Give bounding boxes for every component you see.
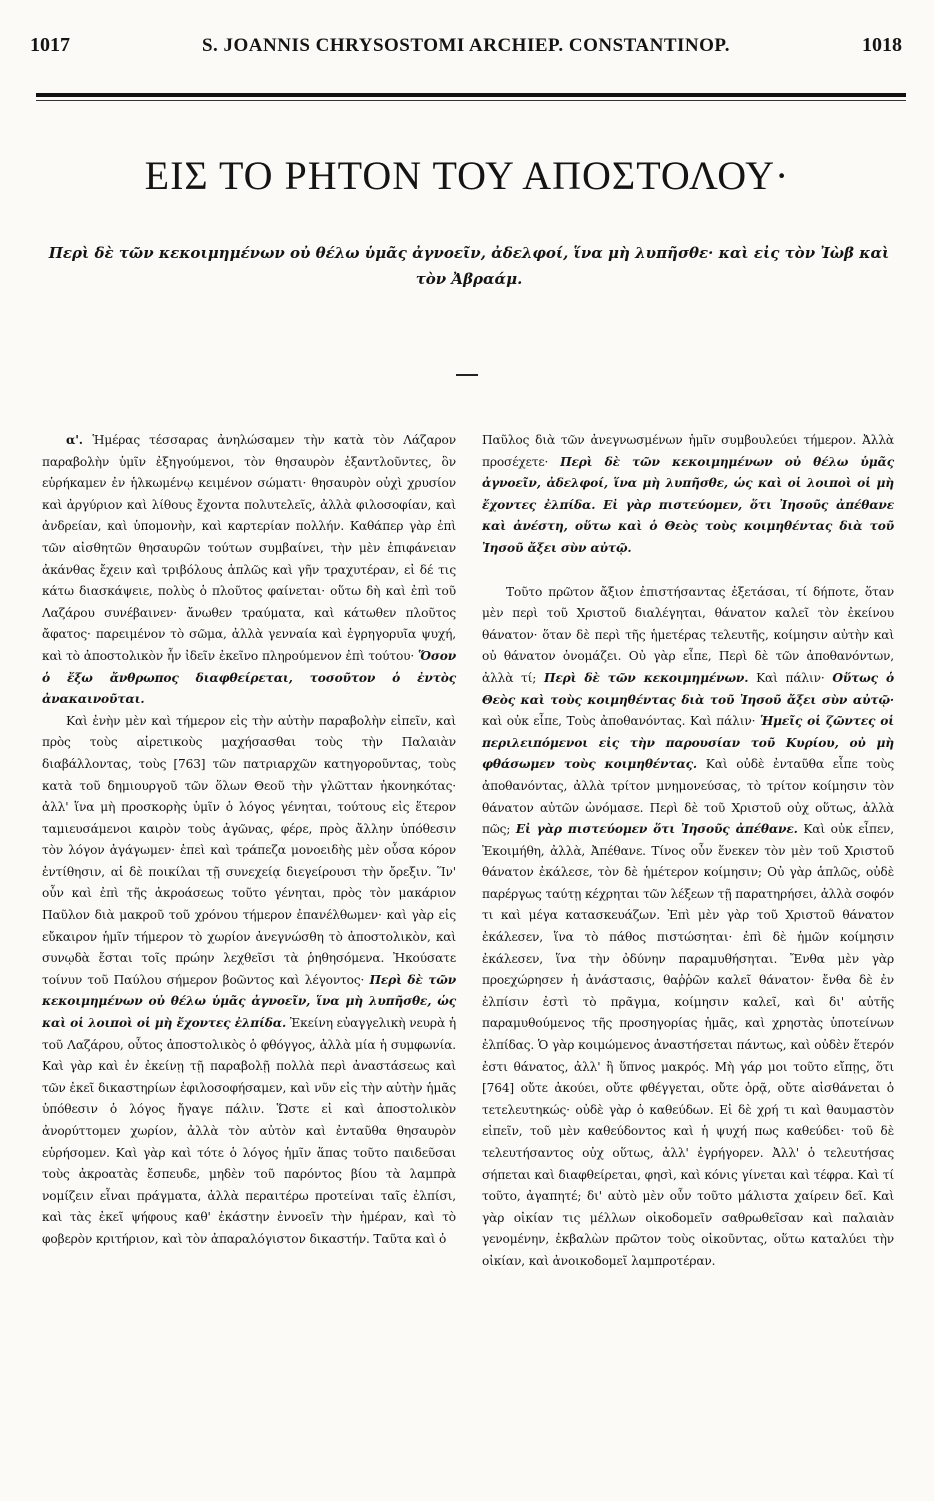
scripture-quote: Ἡμεῖς οἱ ζῶντες οἱ περιλειπόμενοι εἰς τὴν παρουσίαν τοῦ Κυρίου, οὐ μὴ φθάσωμεν τοὺς κοιμηθέντας. [482, 714, 895, 772]
scripture-quote: Περὶ δὲ τῶν κεκοιμημένων οὐ θέλω ὑμᾶς ἀγνοεῖν, ἵνα μὴ λυπῆσθε, ὡς καὶ οἱ λοιποὶ οἱ μὴ ἔχοντες ἐλπίδα. [42, 972, 457, 1031]
header-rule-thin [36, 100, 906, 101]
paragraph-text: Παῦλος διὰ τῶν ἀνεγνωσμένων ἡμῖν συμβουλεύει τήμερον. Ἀλλὰ προσέχετε· [482, 433, 894, 469]
page-title: ΕΙΣ ΤΟ ΡΗΤΟΝ ΤΟΥ ΑΠΟΣΤΟΛΟΥ· [144, 153, 790, 198]
header-rule-thick [36, 93, 906, 97]
paragraph-gap [482, 560, 894, 582]
paragraph-text: Καὶ οὐδὲ ἐνταῦθα εἶπε τοὺς ἀποθανόντας, ἀλλὰ τρίτον μνημονεύσας, τὸ τρίτον κοίμησιν τὸν θάνατον αὐτῶν ὠνόμασε. Περὶ δὲ τοῦ Χριστοῦ οὐχ οὕτως, ἀλλὰ πῶς; [482, 757, 895, 837]
paragraph [482, 582, 894, 1273]
paragraph-text: Ἐκείνη εὐαγγελικὴ νευρὰ ἡ τοῦ Λαζάρου, οὗτος ἀποστολικὸς ὁ φθόγγος, ἀλλὰ μία ἡ συμφωνία. Καὶ γὰρ καὶ ἐν ἐκείνῃ τῇ παραβολῇ πολλὰ περὶ ἀναστάσεως καὶ τῶν ἐκεῖ δικαστηρίων ἐφιλοσοφήσαμεν, καὶ νῦν εἰς τὴν αὐτὴν ἡμᾶς ὑπόθεσιν ὁ λόγος ἤγαγε πάλιν. Ὥστε εἰ καὶ ἀποστολικὸν ἀνορύττομεν χωρίον, ἀλλὰ τὸν αὐτὸν καὶ ἐνταῦθα θησαυρὸν εὑρήσομεν. Καὶ γὰρ καὶ τότε ὁ λόγος ἡμῖν ἅπας τοῦτο παιδεῦσαι τοὺς ἀκροατὰς ἔσπευδε, μηδὲν τοῦ παρόντος βίου τὰ λαμπρὰ νομίζειν εἶναι πράγματα, ἀλλὰ περαιτέρω προτείναι ταῖς ἐλπίσι, καὶ τὰς ἐκεῖ ψήφους καθ' ἑκάστην ἐννοεῖν τὴν ἡμέραν, καὶ τὸ φοβερὸν κριτήριον, καὶ τὸν ἀπαραλόγιστον δικαστήν. Ταῦτα καὶ ὁ [42, 1016, 456, 1246]
paragraph-text: Τοῦτο πρῶτον ἄξιον ἐπιστήσαντας ἐξετάσαι, τί δήποτε, ὅταν μὲν περὶ τοῦ Χριστοῦ διαλέγηται, θάνατον καλεῖ τὸν ἐκείνου θάνατον· ὅταν δὲ περὶ τῆς ἡμετέρας τελευτῆς, κοίμησιν αὐτὴν καὶ οὐ θάνατον ὀνομάζει. Οὐ γὰρ εἶπε, Περὶ δὲ τῶν ἀποθανόντων, ἀλλὰ τί; [482, 584, 894, 685]
paragraph-text: Καὶ οὐκ εἶπεν, Ἐκοιμήθη, ἀλλὰ, Ἀπέθανε. Τίνος οὖν ἕνεκεν τὸν μὲν τοῦ Χριστοῦ θάνατον ἐκάλεσε, τὸν δὲ ἡμέτερον κοίμησιν; Οὐ γὰρ ἁπλῶς, οὐδὲ παρέργως ταύτῃ κέχρηται τῶν λέξεων τῇ παρατηρήσει, ἀλλὰ σοφόν τι καὶ μέγα κατασκευάζων. Ἐπὶ μὲν γὰρ τοῦ Χριστοῦ θάνατον ἐκάλεσεν, ἵνα τὸ πάθος πιστώσηται· ἐπὶ δὲ ἡμῶν κοίμησιν ἐκάλεσεν, ἵνα τὴν ὀδύνην παραμυθήσηται. Ἔνθα μὲν γὰρ προεχώρησεν ἡ ἀνάστασις, θαῤῥῶν καλεῖ θάνατον· ἔνθα δὲ ἐν ἐλπίσιν ἐστὶ τὸ πρᾶγμα, κοίμησιν καλεῖ, καὶ δι' αὐτῆς παραμυθούμενος τῆς προσηγορίας ἡμᾶς, καὶ χρηστὰς ὑποτείνων ἐλπίδας. Ὁ γὰρ κοιμώμενος ἀναστήσεται πάντως, καὶ οὐδὲν ἕτερόν ἐστι θάνατος, ἀλλ' ἢ ὕπνος μακρός. Μὴ γάρ μοι τοῦτο εἴπῃς, ὅτι [764] οὔτε ἀκούει, οὔτε φθέγγεται, οὔτε ὁρᾷ, οὔτε αἰσθάνεται ὁ τετελευτηκώς· οὐδὲ γὰρ ὁ καθεύδων. Εἰ δὲ χρή τι καὶ θαυμαστὸν εἰπεῖν, τοῦ μὲν καθεύδοντος καὶ ἡ ψυχή πως καθεύδει· τοῦ δὲ τελευτήσαντος οὐχ οὕτως, ἀλλ' ἐγρήγορεν. Ἀλλ' ὁ τελευτήσας σήπεται καὶ διαφθείρεται, φησὶ, καὶ κόνις γίνεται καὶ τέφρα. Καὶ τί τοῦτο, ἀγαπητέ; δι' αὐτὸ μὲν οὖν τοῦτο μάλιστα χαίρειν δεῖ. Καὶ γὰρ οἰκίαν τις μέλλων οἰκοδομεῖν σαθρωθεῖσαν καὶ παλαιὰν γενομένην, ἐκβαλὼν πρῶτον τοὺς οἰκοῦντας, οὕτω καταλύει τὴν οἰκίαν, καὶ ἀνοικοδομεῖ λαμπροτέραν. [482, 822, 894, 1268]
section-divider [456, 374, 478, 376]
right-column [482, 430, 894, 1273]
paragraph [42, 430, 456, 711]
scripture-quote: Περὶ δὲ τῶν κεκοιμημένων οὐ θέλω ὑμᾶς ἀγνοεῖν, ἀδελφοί, ἵνα μὴ λυπῆσθε, ὡς καὶ οἱ λοιποὶ οἱ μὴ ἔχοντες ἐλπίδα. Εἰ γὰρ πιστεύομεν, ὅτι Ἰησοῦς ἀπέθανε καὶ ἀνέστη, οὕτω καὶ ὁ Θεὸς τοὺς κοιμηθέντας διὰ τοῦ Ἰησοῦ ἄξει σὺν αὐτῷ. [482, 454, 895, 555]
paragraph-text: καὶ οὐκ εἶπε, Τοὺς ἀποθανόντας. Καὶ πάλιν· [482, 714, 760, 729]
scripture-quote: Περὶ δὲ τῶν κεκοιμημένων. [543, 670, 749, 685]
subtitle: Περὶ δὲ τῶν κεκοιμημένων οὐ θέλω ὑμᾶς ἀγνοεῖν, ἀδελφοί, ἵνα μὴ λυπῆσθε· καὶ εἰς τὸν Ἰὼβ καὶ τὸν Ἀβραάμ. [48, 244, 890, 288]
left-column [42, 430, 456, 1251]
running-title: S. JOANNIS CHRYSOSTOMI ARCHIEP. CONSTANTINOP. [201, 35, 731, 56]
scripture-quote: Οὕτως ὁ Θεὸς καὶ τοὺς κοιμηθέντας διὰ τοῦ Ἰησοῦ ἄξει σὺν αὐτῷ· [482, 670, 895, 707]
paragraph-text: Καὶ πάλιν· [748, 670, 833, 685]
section-number: α'. [66, 433, 93, 447]
paragraph-text: Καὶ ἐνὴν μὲν καὶ τήμερον εἰς τὴν αὐτὴν παραβολὴν εἰπεῖν, καὶ πρὸς τοὺς αἱρετικοὺς μαχήσασθαι τοὺς τὴν Παλαιὰν διαβάλλοντας, τοὺς [763] τῶν πατριαρχῶν κατηγοροῦντας, τοὺς κατὰ τοῦ δημιουργοῦ τῶν ὅλων Θεοῦ τὴν γλῶτταν ἠκονηκότας· ἀλλ' ἵνα μὴ προσκορὴς ὑμῖν ὁ λόγος γένηται, τούτους εἰς ἕτερον ταμιευσάμενοι καιρὸν τοὺς ἀγῶνας, φέρε, πρὸς ἄλλην ὑπόθεσιν τὸν λόγον ἀγάγωμεν· ἐπεὶ καὶ τράπεζα μονοειδὴς μὲν οὖσα κόρον ἐντίθησιν, αἱ δὲ ποικίλαι τῇ συνεχείᾳ διεγείρουσι τὴν ὄρεξιν. Ἵν' οὖν καὶ ἐπὶ τῆς ἀκροάσεως τοῦτο γένηται, πρὸς τὸν μακάριον Παῦλον διὰ μακροῦ τοῦ χρόνου τήμερον ἐπανέλθωμεν· καὶ γὰρ εἰς εὔκαιρον ἡμῖν τήμερον τὸ χωρίον ἀνεγνώσθη τὸ ἀποστολικὸν, καὶ συνῳδὰ ἔσται τοῖς πρώην λεχθεῖσι τὰ ῥηθησόμενα. Ἠκούσατε τοίνυν τοῦ Παύλου σήμερον βοῶντος καὶ λέγοντος· [42, 713, 456, 987]
paragraph [482, 430, 894, 560]
paragraph [42, 711, 456, 1251]
scripture-quote: Εἰ γὰρ πιστεύομεν ὅτι Ἰησοῦς ἀπέθανε. [515, 822, 798, 837]
page-number-right: 1018 [862, 34, 902, 56]
scripture-quote: Ὅσον ὁ ἔξω ἄνθρωπος διαφθείρεται, τοσοῦτον ὁ ἐντὸς ἀνακαινοῦται. [42, 648, 456, 707]
paragraph-text: Ἡμέρας τέσσαρας ἀνηλώσαμεν τὴν κατὰ τὸν Λάζαρον παραβολὴν ὑμῖν ἐξηγούμενοι, τὸν θησαυρὸν ἐξαντλοῦντες, ὃν εὑρήκαμεν ἐν ἡλκωμένῳ κειμένον σώματι· θησαυρὸν οὐχὶ χρυσίον καὶ ἀργύριον καὶ λίθους ἔχοντα πολυτελεῖς, ἀλλὰ φιλοσοφίαν, καὶ ἀνδρείαν, καὶ ὑπομονὴν, καὶ καρτερίαν πολλήν. Καθάπερ γὰρ ἐπὶ τῶν αἰσθητῶν θησαυρῶν τούτων συμβαίνει, τὴν μὲν ἐπιφάνειαν ἀκάνθας ἔχειν καὶ τριβόλους ἁπλῶς καὶ γῆν τραχυτέραν, εἰ δέ τις κάτω διασκάψειε, πολὺς ὁ πλοῦτος φαίνεται· οὕτω δὴ καὶ ἐπὶ τοῦ Λαζάρου συνέβαινεν· ἄνωθεν τραύματα, καὶ κάτωθεν πλοῦτος ἄφατος· παρειμένον τὸ σῶμα, ἀλλὰ γενναία καὶ ἐγρηγορυῖα ψυχή, καὶ τὸ ἀποστολικὸν ἦν ἰδεῖν ἐκεῖνο πληρούμενον ἐπὶ τούτου· [42, 433, 457, 663]
page-number-left: 1017 [30, 34, 70, 56]
running-head [30, 34, 902, 64]
